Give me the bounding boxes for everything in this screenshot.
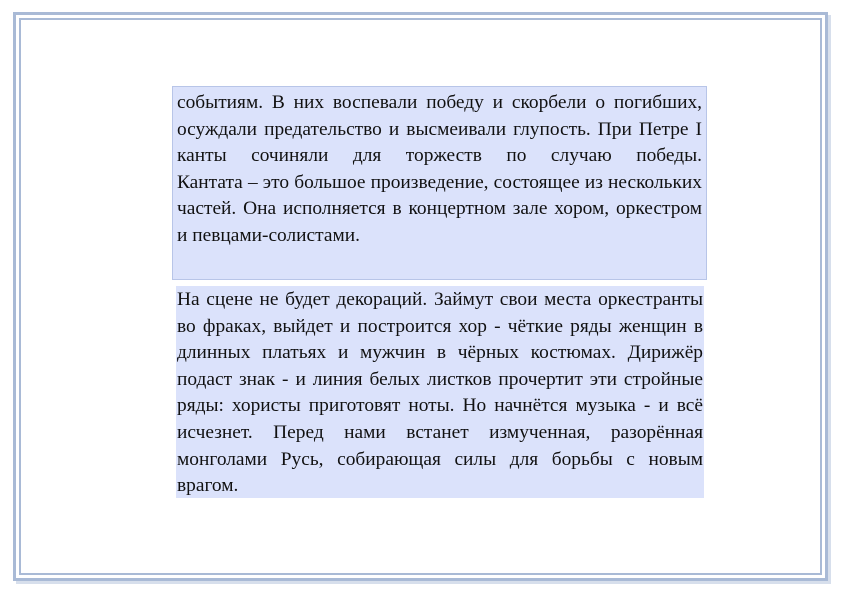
frame-shadow-bottom: [16, 581, 831, 584]
paragraph-kanty-history: событиям. В них воспевали победу и скорбели о погибших, осуждали предательство и высмеивали глупость. При Петре I канты сочиняли для торжеств по случаю победы.: [177, 92, 702, 167]
text-block-kanty[interactable]: [172, 86, 707, 280]
text-block-concert-scene[interactable]: [176, 286, 704, 498]
frame-shadow-right: [828, 15, 831, 584]
paragraph-kantata-definition: Кантата – это большое произведение, состоящее из нескольких частей. Она исполняется в концертном зале хором, оркестром и певцами-солистами.: [177, 171, 702, 246]
paragraph-concert-scene: На сцене не будет декораций. Займут свои места оркестранты во фраках, выйдет и построится хор - чёткие ряды женщин в длинных платьях и мужчин в чёрных костюмах. Дирижёр подаст знак - и линия белых листков прочертит эти стройные ряды: хористы приготовят ноты. Но начнётся музыка - и всё исчезнет. Перед нами встанет измученная, разорённая монголами Русь, собирающая силы для борьбы с новым врагом.: [177, 289, 703, 497]
